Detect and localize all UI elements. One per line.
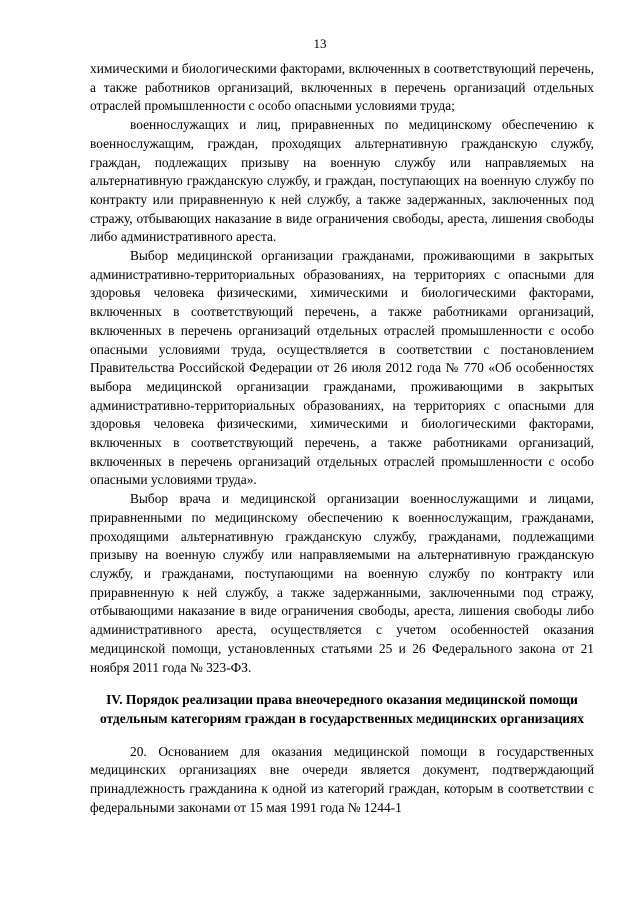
paragraph-5: 20. Основанием для оказания медицинской помощи в государственных медицинских организациях вне очереди является документ, подтверждающий принадлежность гражданина к одной из категорий граждан, которым в соответствии с федеральными законами от 15 мая 1991 года № 1244-1 [90, 743, 594, 815]
paragraph-4: Выбор врача и медицинской организации военнослужащими и лицами, приравненными по медицинскому обеспечению к военнослужащим, гражданами, проходящими альтернативную гражданскую службу, гражданами, подлежащими призыву на военную службу или направляемыми на альтернативную гражданскую службу, и гражданами, поступающими на военную службу по контракту или приравненную к ней службу, а также задержанными, заключенными под стражу, отбывающими наказание в виде ограничения свободы, ареста, лишения свободы либо административного ареста, осуществляется с учетом особенностей оказания медицинской помощи, установленных статьями 25 и 26 Федерального закона от 21 ноября 2011 года № 323-ФЗ. [90, 491, 594, 675]
section-heading: IV. Порядок реализации права внеочередного оказания медицинской помощи отдельным категориям граждан в государственных медицинских организациях [100, 692, 584, 726]
document-body [90, 60, 594, 817]
paragraph-3: Выбор медицинской организации гражданами, проживающими в закрытых административно-территориальных образованиях, на территориях с опасными для здоровья человека физическими, химическими и биологическими факторами, включенных в соответствующий перечень, а также работниками организаций, включенных в перечень организаций отдельных отраслей промышленности с особо опасными условиями труда, осуществляется в соответствии с постановлением Правительства Российской Федерации от 26 июля 2012 года № 770 «Об особенностях выбора медицинской организации гражданами, проживающими в закрытых административно-территориальных образованиях, на территориях с опасными для здоровья человека физическими, химическими и биологическими факторами, включенных в соответствующий перечень, а также работниками организаций, включенных в перечень организаций отдельных отраслей промышленности с особо опасными условиями труда». [90, 248, 594, 488]
paragraph-2: военнослужащих и лиц, приравненных по медицинскому обеспечению к военнослужащим, граждан, проходящих альтернативную гражданскую службу, граждан, подлежащих призыву на военную службу или направляемых на альтернативную гражданскую службу, и граждан, поступающих на военную службу по контракту или приравненную к ней службу, а также задержанных, заключенных под стражу, отбывающих наказание в виде ограничения свободы, ареста, лишения свободы либо административного ареста. [90, 117, 594, 245]
paragraph-1: химическими и биологическими факторами, включенных в соответствующий перечень, а также работников организаций, включенных в перечень организаций отдельных отраслей промышленности с особо опасными условиями труда; [90, 61, 594, 114]
page-number: 13 [313, 36, 327, 51]
